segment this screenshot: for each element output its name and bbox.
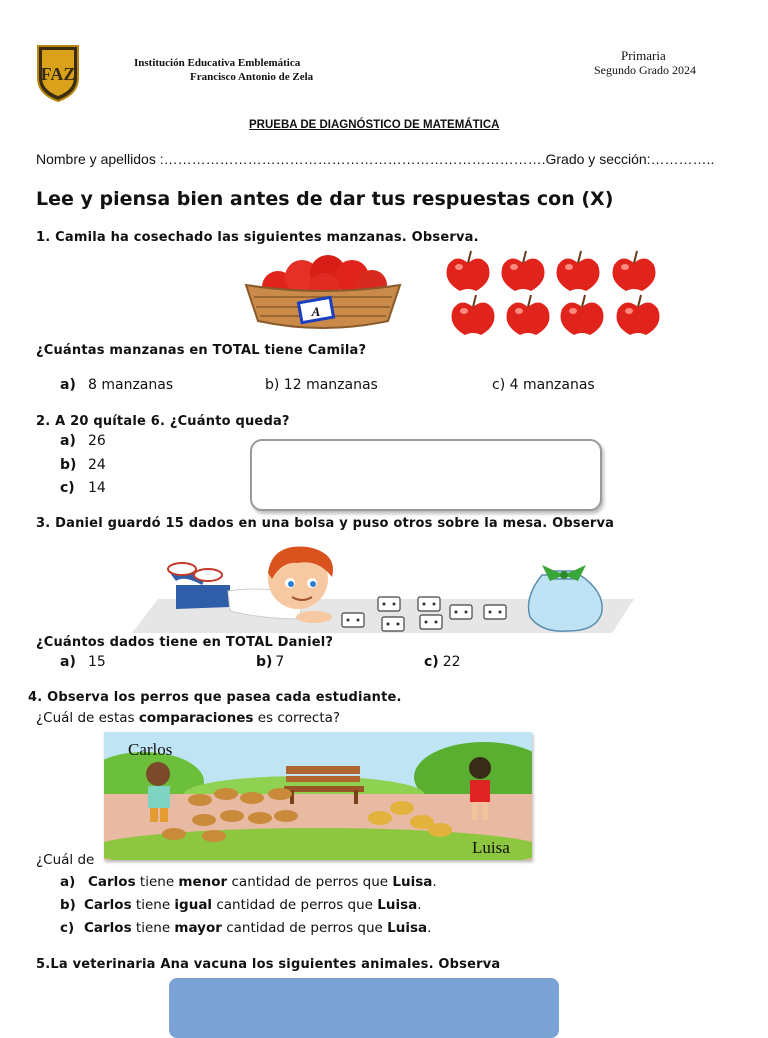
institution-line1: Institución Educativa Emblemática [134, 57, 301, 69]
q3-option-b[interactable] [256, 654, 284, 670]
q3-option-a[interactable] [60, 654, 106, 670]
q4-option-a-key: menor [178, 874, 228, 890]
daniel-dice-scene-image [132, 545, 642, 637]
q4-option-a-mid2: cantidad de perros que [227, 874, 393, 890]
q4-option-c-mid1: tiene [131, 920, 175, 936]
q2-option-a[interactable] [60, 433, 106, 449]
q4-option-c-name1: Carlos [84, 920, 132, 936]
q4-option-a-letter: a) [60, 874, 76, 890]
q4-option-c-end: . [427, 920, 432, 936]
q2-option-a-letter: a) [60, 433, 76, 449]
q4-subtext-pre: ¿Cuál de estas [36, 710, 139, 726]
q4-partial-text: ¿Cuál de [36, 852, 95, 868]
q2-option-b[interactable] [60, 457, 106, 473]
q4-option-b-letter: b) [60, 897, 76, 913]
school-logo [36, 44, 80, 102]
q3-option-c[interactable] [424, 654, 461, 670]
q4-subtext [36, 710, 340, 726]
q4-option-b-mid1: tiene [131, 897, 175, 913]
q3-option-b-text: 7 [275, 654, 285, 670]
q4-subtext-post: es correcta? [253, 710, 341, 726]
q4-option-c-mid2: cantidad de perros que [221, 920, 388, 936]
q1-option-b[interactable]: b) 12 manzanas [265, 377, 378, 393]
q4-option-b[interactable] [60, 897, 422, 913]
q3-option-c-letter: c) [424, 654, 439, 670]
q4-option-b-name2: Luisa [377, 897, 418, 913]
q2-option-c-letter: c) [60, 480, 75, 496]
q2-option-b-text: 24 [88, 457, 106, 473]
q4-option-a-name1: Carlos [88, 874, 136, 890]
q3-text: 3. Daniel guardó 15 dados en una bolsa y puso otros sobre la mesa. Observa [36, 516, 615, 531]
q3-question: ¿Cuántos dados tiene en TOTAL Daniel? [36, 635, 334, 650]
level-label: Primaria [621, 48, 666, 63]
q1-text: 1. Camila ha cosechado las siguientes manzanas. Observa. [36, 230, 479, 245]
q4-option-b-mid2: cantidad de perros que [212, 897, 378, 913]
svg-text:A: A [311, 304, 321, 319]
label-luisa: Luisa [472, 838, 510, 857]
q2-option-b-letter: b) [60, 457, 77, 473]
q4-option-a[interactable] [60, 874, 437, 890]
q4-option-c-key: mayor [174, 920, 222, 936]
q4-text: 4. Observa los perros que pasea cada estudiante. [28, 690, 402, 705]
instruction-heading: Lee y piensa bien antes de dar tus respuestas con (X) [36, 188, 614, 210]
q2-option-c-text: 14 [88, 480, 106, 496]
q5-animals-panel [169, 978, 559, 1038]
q1-option-c[interactable]: c) 4 manzanas [492, 377, 595, 393]
svg-text:FAZ: FAZ [40, 64, 76, 84]
label-carlos: Carlos [128, 740, 173, 759]
q4-option-a-mid1: tiene [135, 874, 179, 890]
apple-basket-image [240, 255, 406, 333]
q3-option-c-text: 22 [442, 654, 461, 670]
q1-option-a-letter: a) [60, 377, 76, 393]
q4-option-a-end: . [432, 874, 437, 890]
q4-option-c-letter: c) [60, 920, 75, 936]
q3-option-a-letter: a) [60, 654, 76, 670]
q1-option-a-text: 8 manzanas [88, 377, 174, 393]
q4-option-b-end: . [417, 897, 422, 913]
grade-year-label: Segundo Grado 2024 [594, 63, 696, 77]
q3-option-a-text: 15 [88, 654, 106, 670]
q5-text: 5.La veterinaria Ana vacuna los siguientes animales. Observa [36, 957, 501, 972]
q2-option-c[interactable] [60, 480, 106, 496]
q4-option-c[interactable] [60, 920, 431, 936]
q4-subtext-bold: comparaciones [138, 710, 254, 726]
name-line: Nombre y apellidos :……………………………………………………………………….Grado y sección:………….. [36, 151, 715, 167]
q2-answer-box[interactable] [250, 439, 602, 511]
q4-option-a-name2: Luisa [392, 874, 433, 890]
q2-text: 2. A 20 quítale 6. ¿Cuánto queda? [36, 414, 290, 429]
q4-option-b-key: igual [174, 897, 213, 913]
q1-option-a[interactable] [60, 377, 173, 393]
page-title: PRUEBA DE DIAGNÓSTICO DE MATEMÁTICA [249, 119, 500, 131]
q4-option-b-name1: Carlos [84, 897, 132, 913]
q3-option-b-letter: b) [256, 654, 273, 670]
loose-apples-image [440, 245, 670, 337]
q4-option-c-name2: Luisa [387, 920, 428, 936]
dog-walkers-scene-image [104, 732, 532, 860]
institution-line2: Francisco Antonio de Zela [190, 71, 314, 83]
q2-option-a-text: 26 [88, 433, 106, 449]
q1-question: ¿Cuántas manzanas en TOTAL tiene Camila? [36, 343, 367, 358]
